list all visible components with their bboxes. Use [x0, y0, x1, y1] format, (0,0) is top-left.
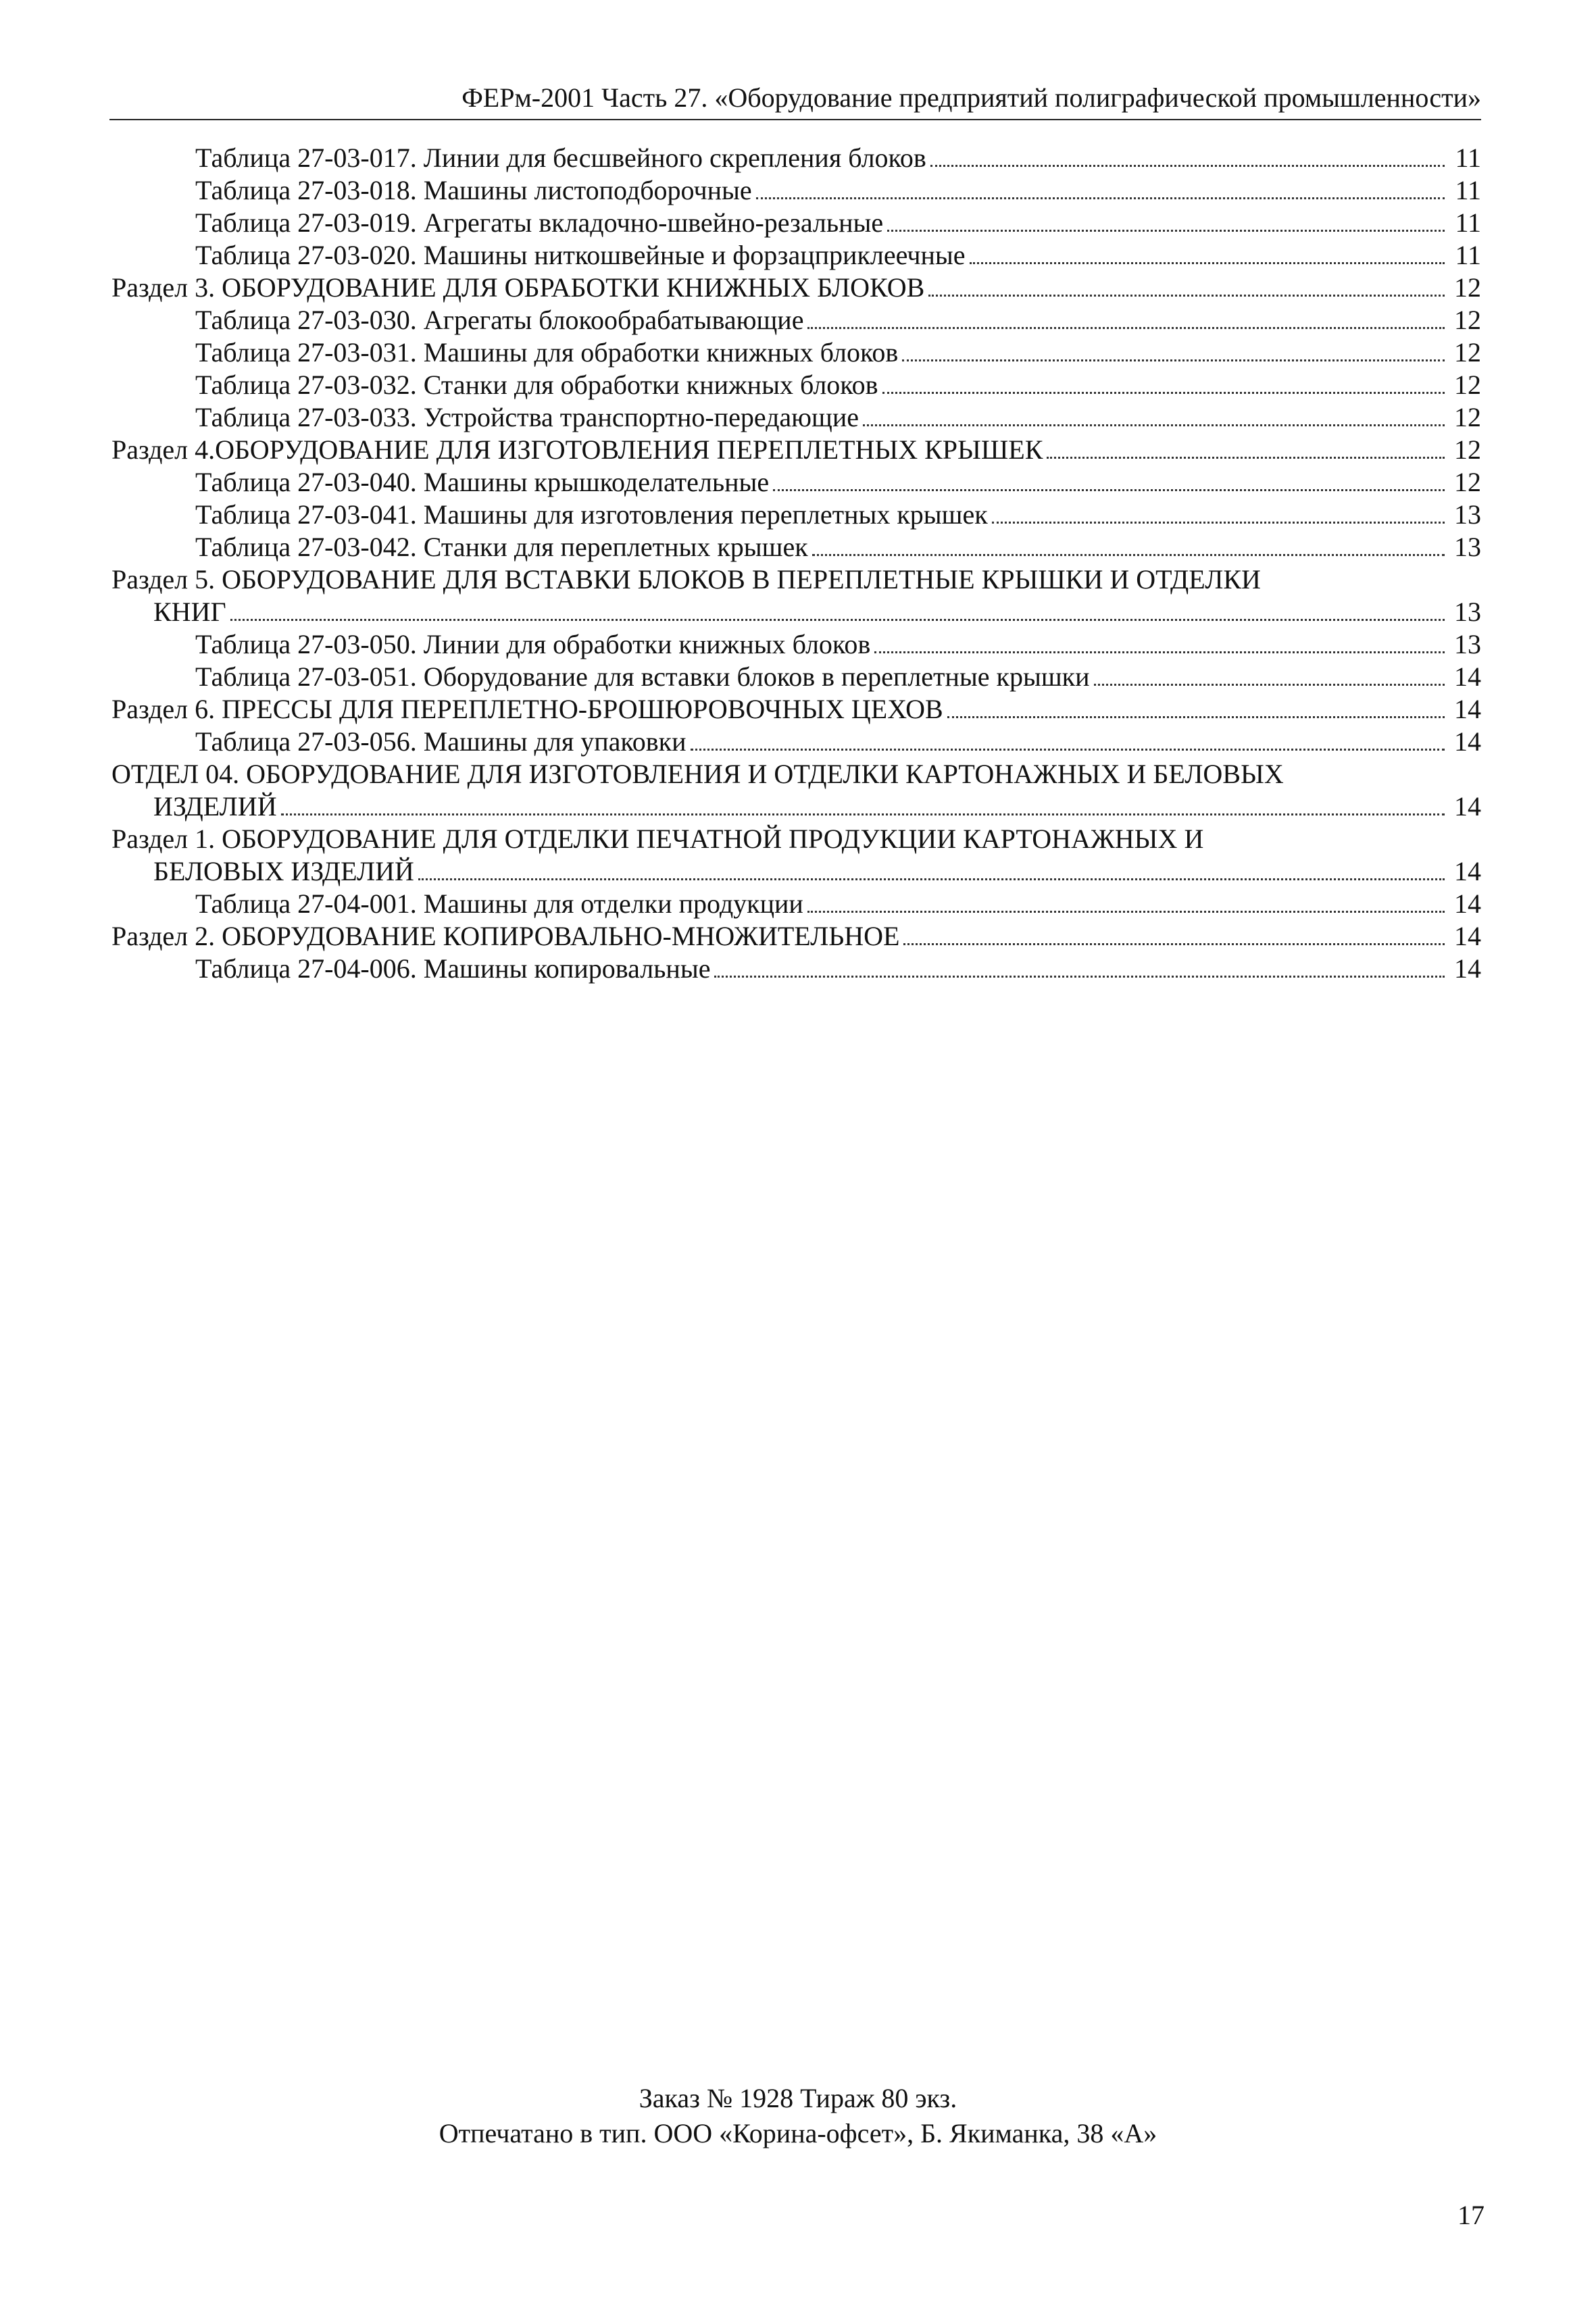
toc-entry-title: ИЗДЕЛИЙ — [153, 791, 277, 822]
toc-entry-title: Таблица 27-03-019. Агрегаты вкладочно-швейно-резальные — [195, 207, 884, 238]
toc-entry-title: Раздел 6. ПРЕССЫ ДЛЯ ПЕРЕПЛЕТНО-БРОШЮРОВОЧНЫХ ЦЕХОВ — [111, 694, 943, 724]
toc-entry-title: Таблица 27-04-006. Машины копировальные — [195, 953, 711, 984]
toc-section-entry[interactable] — [111, 920, 1481, 953]
toc-leader-dots — [807, 327, 1445, 329]
toc-table-entry[interactable] — [111, 661, 1481, 693]
toc-entry-title: Таблица 27-03-032. Станки для обработки книжных блоков — [195, 370, 878, 400]
toc-entry-title: Таблица 27-03-041. Машины для изготовления переплетных крышек — [195, 499, 988, 530]
toc-leader-dots — [970, 262, 1445, 264]
toc-entry-title: Таблица 27-03-056. Машины для упаковки — [195, 726, 687, 757]
toc-entry-page: 12 — [1454, 434, 1481, 465]
toc-leader-dots — [863, 424, 1445, 426]
toc-entry-page: 13 — [1454, 499, 1481, 530]
toc-leader-dots — [756, 197, 1445, 199]
toc-leader-dots — [812, 554, 1445, 556]
toc-table-entry[interactable] — [111, 369, 1481, 401]
toc-entry-title: Таблица 27-03-051. Оборудование для вставки блоков в переплетные крышки — [195, 661, 1090, 692]
toc-entry-page: 12 — [1454, 337, 1481, 368]
toc-entry-page: 11 — [1455, 207, 1481, 238]
toc-entry-title: Таблица 27-03-042. Станки для переплетных крышек — [195, 532, 808, 562]
toc-leader-dots — [1047, 457, 1445, 459]
toc-leader-dots — [1094, 684, 1445, 686]
toc-entry-title: Таблица 27-04-001. Машины для отделки продукции — [195, 888, 803, 919]
toc-entry-page: 14 — [1454, 856, 1481, 886]
toc-entry-title: КНИГ — [153, 597, 226, 627]
toc-entry-page: 12 — [1454, 370, 1481, 400]
toc-entry-title: Таблица 27-03-017. Линии для бесшвейного скрепления блоков — [195, 143, 926, 173]
toc-entry-page: 14 — [1454, 888, 1481, 919]
toc-table-entry[interactable] — [111, 174, 1481, 207]
toc-entry-title: Таблица 27-03-018. Машины листоподборочные — [195, 175, 752, 205]
toc-leader-dots — [902, 359, 1445, 361]
toc-table-entry[interactable] — [111, 466, 1481, 499]
toc-leader-dots — [947, 716, 1445, 718]
toc-section-entry[interactable] — [111, 855, 1481, 888]
toc-entry-first-line: ОТДЕЛ 04. ОБОРУДОВАНИЕ ДЛЯ ИЗГОТОВЛЕНИЯ И ОТДЕЛКИ КАРТОНАЖНЫХ И БЕЛОВЫХ — [111, 759, 1284, 789]
toc-entry-title: Таблица 27-03-040. Машины крышкоделательные — [195, 467, 770, 497]
toc-leader-dots — [874, 651, 1445, 653]
imprint-order-line: Заказ № 1928 Тираж 80 экз. — [639, 2083, 957, 2113]
toc-entry-page: 14 — [1454, 726, 1481, 757]
toc-section-entry[interactable] — [111, 434, 1481, 466]
toc-entry-page: 12 — [1454, 305, 1481, 335]
toc-table-entry[interactable] — [111, 531, 1481, 563]
toc-entry-page: 12 — [1454, 272, 1481, 303]
toc-table-entry[interactable] — [111, 401, 1481, 434]
toc-leader-dots — [714, 976, 1445, 978]
toc-entry-page: 14 — [1454, 921, 1481, 951]
toc-entry-page: 11 — [1455, 240, 1481, 270]
toc-leader-dots — [992, 522, 1445, 524]
toc-table-entry[interactable] — [111, 142, 1481, 174]
toc-leader-dots — [903, 943, 1445, 945]
toc-entry-title: Таблица 27-03-033. Устройства транспортно-передающие — [195, 402, 859, 432]
toc-section-entry[interactable] — [111, 693, 1481, 726]
toc-table-entry[interactable] — [111, 726, 1481, 758]
toc-leader-dots — [281, 813, 1445, 815]
toc-section-entry[interactable] — [111, 596, 1481, 628]
toc-entry-title: Таблица 27-03-031. Машины для обработки книжных блоков — [195, 337, 899, 368]
toc-table-entry[interactable] — [111, 499, 1481, 531]
toc-table-entry[interactable] — [111, 304, 1481, 336]
toc-table-entry[interactable] — [111, 239, 1481, 272]
toc-entry-page: 13 — [1454, 532, 1481, 562]
toc-entry-page: 14 — [1454, 791, 1481, 822]
toc-entry-title: Раздел 2. ОБОРУДОВАНИЕ КОПИРОВАЛЬНО-МНОЖИТЕЛЬНОЕ — [111, 921, 900, 951]
imprint — [0, 2081, 1596, 2151]
toc-section-entry[interactable] — [111, 790, 1481, 823]
toc-table-entry[interactable] — [111, 953, 1481, 985]
toc-section-entry[interactable] — [111, 272, 1481, 304]
toc-leader-dots — [930, 165, 1445, 167]
toc-entry-page: 14 — [1454, 694, 1481, 724]
toc-entry-title: Раздел 3. ОБОРУДОВАНИЕ ДЛЯ ОБРАБОТКИ КНИЖНЫХ БЛОКОВ — [111, 272, 925, 303]
toc-leader-dots — [418, 878, 1445, 880]
toc-entry-page: 12 — [1454, 467, 1481, 497]
toc-entry-page: 13 — [1454, 629, 1481, 659]
toc-table-entry[interactable] — [111, 628, 1481, 661]
toc-leader-dots — [807, 911, 1445, 913]
toc-entry-page: 14 — [1454, 661, 1481, 692]
toc-leader-dots — [691, 749, 1445, 751]
table-of-contents — [111, 142, 1481, 985]
toc-entry-title: БЕЛОВЫХ ИЗДЕЛИЙ — [153, 856, 414, 886]
toc-leader-dots — [928, 295, 1445, 297]
toc-entry-page: 11 — [1455, 143, 1481, 173]
toc-entry-page: 11 — [1455, 175, 1481, 205]
toc-entry-first-line: Раздел 1. ОБОРУДОВАНИЕ ДЛЯ ОТДЕЛКИ ПЕЧАТНОЙ ПРОДУКЦИИ КАРТОНАЖНЫХ И — [111, 824, 1204, 854]
toc-entry-page: 13 — [1454, 597, 1481, 627]
running-header: ФЕРм-2001 Часть 27. «Оборудование предприятий полиграфической промышленности» — [109, 81, 1481, 120]
imprint-printer-line: Отпечатано в тип. ООО «Корина-офсет», Б. Якиманка, 38 «А» — [439, 2118, 1157, 2148]
toc-leader-dots — [882, 392, 1445, 394]
toc-table-entry[interactable] — [111, 888, 1481, 920]
toc-entry-title: Таблица 27-03-020. Машины ниткошвейные и форзацприклеечные — [195, 240, 966, 270]
toc-leader-dots — [230, 619, 1445, 621]
toc-entry-page: 12 — [1454, 402, 1481, 432]
toc-entry-page: 14 — [1454, 953, 1481, 984]
toc-leader-dots — [773, 489, 1445, 491]
toc-entry-title: Таблица 27-03-050. Линии для обработки книжных блоков — [195, 629, 871, 659]
toc-table-entry[interactable] — [111, 336, 1481, 369]
page-number: 17 — [1457, 2200, 1485, 2230]
toc-entry-first-line: Раздел 5. ОБОРУДОВАНИЕ ДЛЯ ВСТАВКИ БЛОКОВ В ПЕРЕПЛЕТНЫЕ КРЫШКИ И ОТДЕЛКИ — [111, 564, 1261, 595]
toc-leader-dots — [887, 230, 1445, 232]
toc-entry-title: Раздел 4.ОБОРУДОВАНИЕ ДЛЯ ИЗГОТОВЛЕНИЯ ПЕРЕПЛЕТНЫХ КРЫШЕК — [111, 434, 1043, 465]
toc-entry-title: Таблица 27-03-030. Агрегаты блокообрабатывающие — [195, 305, 804, 335]
toc-table-entry[interactable] — [111, 207, 1481, 239]
